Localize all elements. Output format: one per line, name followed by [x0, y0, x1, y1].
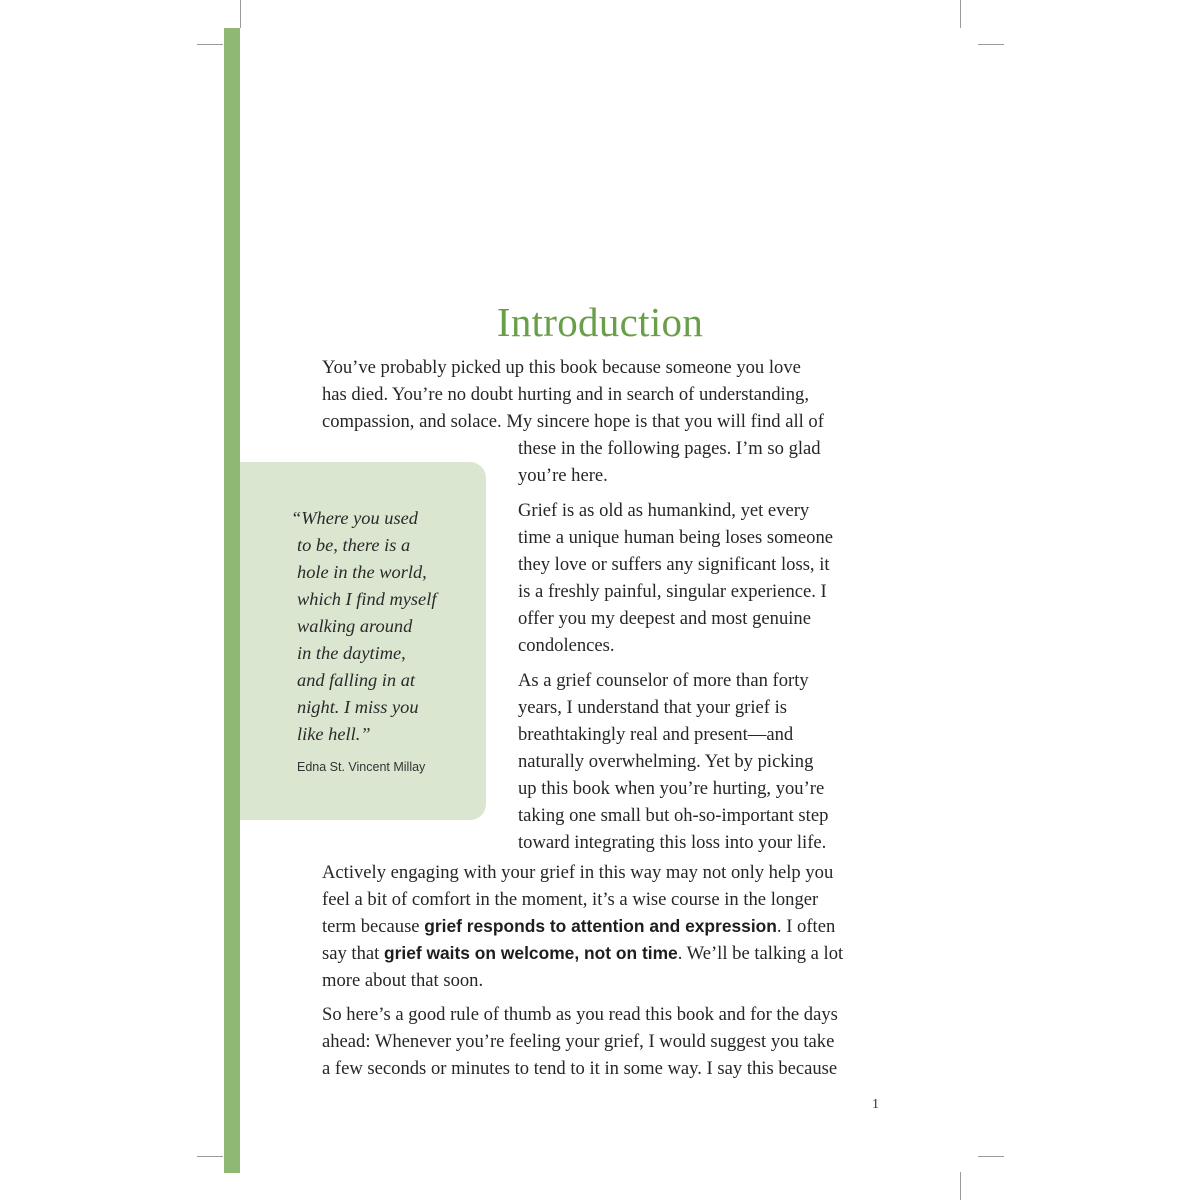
- body-line: you’re here.: [518, 465, 608, 486]
- body-line: is a freshly painful, singular experience. I: [518, 581, 827, 602]
- body-line: a few seconds or minutes to tend to it in some way. I say this because: [322, 1058, 838, 1079]
- body-line: they love or suffers any significant loss, it: [518, 554, 830, 575]
- body-line: naturally overwhelming. Yet by picking: [518, 751, 814, 772]
- body-line: years, I understand that your grief is: [518, 697, 788, 718]
- body-line: You’ve probably picked up this book because someone you love: [322, 357, 801, 378]
- emphasis-text: grief responds to attention and expression: [424, 916, 777, 936]
- quote-line: like hell.”: [297, 724, 371, 744]
- body-text: . We’ll be talking a lot: [677, 943, 844, 964]
- body-line: [322, 913, 835, 940]
- quote-line: in the daytime,: [297, 643, 406, 663]
- body-line: condolences.: [518, 635, 615, 656]
- crop-mark: [240, 0, 241, 28]
- quote-line: “Where you used: [291, 508, 419, 528]
- body-line: compassion, and solace. My sincere hope is that you will find all of: [322, 411, 824, 432]
- crop-mark: [978, 1156, 1004, 1157]
- body-line: toward integrating this loss into your life.: [518, 832, 827, 853]
- emphasis-text: grief waits on welcome, not on time: [383, 943, 678, 963]
- crop-mark: [197, 44, 223, 45]
- body-line: As a grief counselor of more than forty: [518, 670, 809, 691]
- quote-line: which I find myself: [297, 589, 437, 609]
- body-line: breathtakingly real and present—and: [518, 724, 794, 745]
- quote-line: walking around: [297, 616, 413, 636]
- quote-line: hole in the world,: [297, 562, 427, 582]
- body-line: Actively engaging with your grief in this way may not only help you: [322, 862, 834, 883]
- book-spine-bar: [224, 28, 240, 1173]
- body-line: ahead: Whenever you’re feeling your grief, I would suggest you take: [322, 1031, 835, 1052]
- quote-attribution: Edna St. Vincent Millay: [297, 760, 426, 774]
- body-line: Grief is as old as humankind, yet every: [518, 500, 810, 521]
- body-line: [322, 940, 843, 967]
- quote-line: night. I miss you: [297, 697, 419, 717]
- body-text: . I often: [776, 916, 836, 937]
- crop-mark: [197, 1156, 223, 1157]
- body-line: more about that soon.: [322, 970, 484, 991]
- quote-line: to be, there is a: [297, 535, 411, 555]
- body-line: feel a bit of comfort in the moment, it’s a wise course in the longer: [322, 889, 819, 910]
- crop-mark: [960, 0, 961, 28]
- body-text: say that: [322, 943, 384, 964]
- chapter-title: Introduction: [496, 299, 704, 345]
- page-number: 1: [872, 1097, 879, 1112]
- body-line: So here’s a good rule of thumb as you read this book and for the days: [322, 1004, 838, 1025]
- body-line: up this book when you’re hurting, you’re: [518, 778, 825, 799]
- body-line: time a unique human being loses someone: [518, 527, 833, 548]
- crop-mark: [978, 44, 1004, 45]
- quote-line: and falling in at: [297, 670, 416, 690]
- body-line: these in the following pages. I’m so glad: [518, 438, 821, 459]
- crop-mark: [960, 1172, 961, 1200]
- body-text: term because: [322, 916, 425, 937]
- body-line: offer you my deepest and most genuine: [518, 608, 811, 629]
- body-line: taking one small but oh-so-important step: [518, 805, 829, 826]
- body-line: has died. You’re no doubt hurting and in search of understanding,: [322, 384, 809, 405]
